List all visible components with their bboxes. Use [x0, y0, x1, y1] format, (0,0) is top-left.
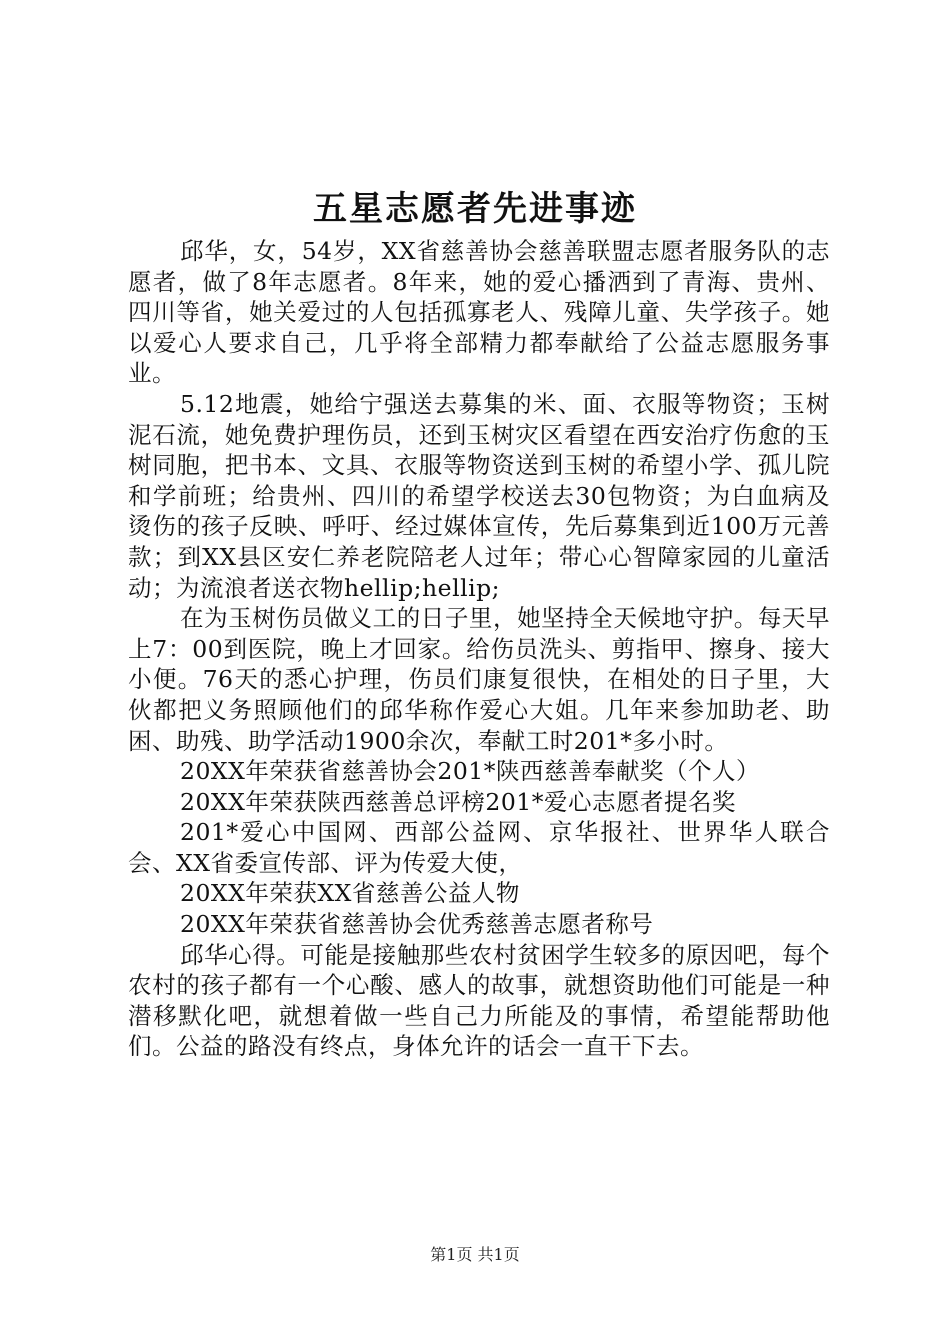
- award-line-2: 20XX年荣获陕西慈善总评榜201*爱心志愿者提名奖: [180, 787, 736, 816]
- paragraph-reflection: 邱华心得。可能是接触那些农村贫困学生较多的原因吧，每个农村的孩子都有一个心酸、感人的故事，就想资助他们可能是一种潜移默化吧，就想着做一些自己力所能及的事情，希望能帮助他们。公益的路没有终点，身体允许的话会一直干下去。: [128, 940, 830, 1061]
- paragraph-intro: 邱华，女，54岁，XX省慈善协会慈善联盟志愿者服务队的志愿者，做了8年志愿者。8年来，她的爱心播洒到了青海、贵州、四川等省，她关爱过的人包括孤寡老人、残障儿童、失学孩子。她以爱心人要求自己，几乎将全部精力都奉献给了公益志愿服务事业。: [128, 237, 830, 388]
- page-title: 五星志愿者先进事迹: [313, 189, 637, 229]
- page-footer: 第1页 共1页: [430, 1245, 520, 1264]
- award-line-1: 20XX年荣获省慈善协会201*陕西慈善奉献奖（个人）: [180, 757, 760, 786]
- paragraph-relief-work: 5.12地震，她给宁强送去募集的米、面、衣服等物资；玉树泥石流，她免费护理伤员，还到玉树灾区看望在西安治疗伤愈的玉树同胞，把书本、文具、衣服等物资送到玉树的希望小学、孤儿院和学前班；给贵州、四川的希望学校送去30包物资；为白血病及烫伤的孩子反映、呼吁、经过媒体宣传，先后募集到近100万元善款；到XX县区安仁养老院陪老人过年；带心心智障家园的儿童活动；为流浪者送衣物hellip;hellip;: [128, 389, 830, 602]
- paragraph-volunteer-care: 在为玉树伤员做义工的日子里，她坚持全天候地守护。每天早上7：00到医院，晚上才回家。给伤员洗头、剪指甲、擦身、接大小便。76天的悉心护理，伤员们康复很快，在相处的日子里，大伙都把义务照顾他们的邱华称作爱心大姐。几年来参加助老、助困、助残、助学活动1900余次，奉献工时201*多小时。: [128, 604, 830, 755]
- award-line-3: 201*爱心中国网、西部公益网、京华报社、世界华人联合会、XX省委宣传部、评为传爱大使，: [128, 818, 830, 877]
- award-line-5: 20XX年荣获省慈善协会优秀慈善志愿者称号: [180, 910, 654, 939]
- award-line-4: 20XX年荣获XX省慈善公益人物: [180, 879, 520, 908]
- document-body: [128, 236, 830, 1062]
